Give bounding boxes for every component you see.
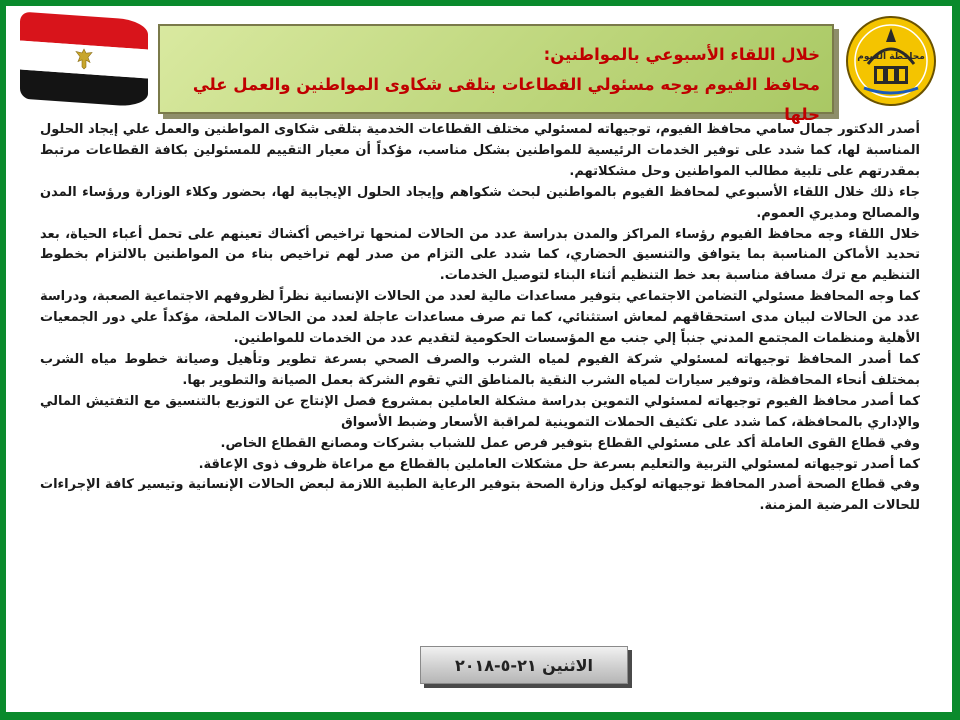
eagle-icon bbox=[74, 47, 94, 70]
article-paragraph: خلال اللقاء وجه محافظ الفيوم رؤساء المراكز والمدن بدراسة عدد من الحالات لمنحها تراخيص أكشاك تعينهم على تحمل أعباء الحياة، بعد تحديد الأماكن المناسبة بما يتوافق والتنسيق الحضاري، كما شدد على التزام من صدر لهم تراخيص بناء من المواطنين بالالتزام بخطوط التنظيم مع ترك مسافة مناسبة بعد خط التنظيم أثناء البناء لتوصيل الخدمات. bbox=[40, 226, 920, 284]
article-paragraph: جاء ذلك خلال اللقاء الأسبوعي لمحافظ الفيوم بالمواطنين لبحث شكواهم وإيجاد الحلول الإيجابية لها، بحضور وكلاء الوزارة ورؤساء المدن والمصالح ومديري العموم. bbox=[40, 184, 920, 221]
date-text: الاثنين ٢١-٥-٢٠١٨ bbox=[454, 655, 594, 675]
article-paragraph: وفي قطاع الصحة أصدر المحافظ توجيهاته لوكيل وزارة الصحة بتوفير الرعاية الطبية اللازمة لبعض الحالات الإنسانية وتيسير كافة الإجراءات للحالات المرضية المزمنة. bbox=[40, 477, 920, 514]
emblem-text: محافظة الفيوم bbox=[857, 52, 925, 62]
headline-title: خلال اللقاء الأسبوعي بالمواطنين: bbox=[543, 45, 820, 64]
page-background bbox=[6, 6, 952, 712]
article-paragraph: وفي قطاع القوى العاملة أكد على مسئولي القطاع بتوفير فرص عمل للشباب بشركات ومصانع القطاع الخاص. bbox=[220, 435, 920, 451]
article-paragraph: كما وجه المحافظ مسئولي التضامن الاجتماعي بتوفير مساعدات مالية لعدد من الحالات الإنسانية نظراً لظروفهم الاجتماعية الصعبة، ودراسة عدد من الحالات لبيان مدى استحقاقهم لمعاش استثنائي، كما تم صرف مساعدات عاجلة لعدد من الحالات الملحة، مؤكداً علي دور الجمعيات الأهلية ومنظمات المجتمع المدني جنباً إلي جنب مع المؤسسات الحكومية لتقديم عدد من الخدمات للمواطنين. bbox=[40, 289, 920, 347]
article-paragraph: كما أصدر توجيهاته لمسئولي التربية والتعليم بسرعة حل مشكلات العاملين بالقطاع مع مراعاة ظروف ذوى الإعاقة. bbox=[198, 456, 920, 472]
article-paragraph: أصدر الدكتور جمال سامي محافظ الفيوم، توجيهاته لمسئولي مختلف القطاعات الخدمية بتلقى شكاوى المواطنين والعمل علي إيجاد الحلول المناسبة لها، كما شدد على توفير الخدمات الرئيسية للمواطنين بشكل مناسب، مؤكداً أن معيار التقييم للمسئولين بكافة القطاعات مرتبط بمقدرتهم على تلبية مطالب المواطنين وحل مشكلاتهم. bbox=[40, 122, 920, 179]
headline-subtitle: محافظ الفيوم يوجه مسئولي القطاعات بتلقى شكاوى المواطنين والعمل علي حلها bbox=[192, 75, 820, 124]
article-body bbox=[40, 120, 920, 517]
headline-box bbox=[158, 24, 834, 124]
date-badge bbox=[420, 646, 628, 684]
fayoum-governorate-emblem-icon bbox=[844, 14, 938, 108]
article-paragraph: كما أصدر محافظ الفيوم توجيهاته لمسئولي التموين بدراسة مشكلة العاملين بمشروع فصل الإنتاج عن التوزيع بالتنسيق مع التفتيش المالي والإداري بالمحافظة، كما شدد على تكثيف الحملات التموينية لمراقبة الأسعار وضبط الأسواق bbox=[40, 393, 920, 430]
egypt-flag-icon bbox=[20, 12, 148, 109]
article-paragraph: كما أصدر المحافظ توجيهاته لمسئولي شركة الفيوم لمياه الشرب والصرف الصحي بسرعة تطوير وتأهيل وصيانة خطوط مياه الشرب بمختلف أنحاء المحافظة، وتوفير سيارات لمياه الشرب النقية بالمناطق التي تقوم الشركة بعمل الصيانة والتطوير بها. bbox=[40, 351, 920, 388]
